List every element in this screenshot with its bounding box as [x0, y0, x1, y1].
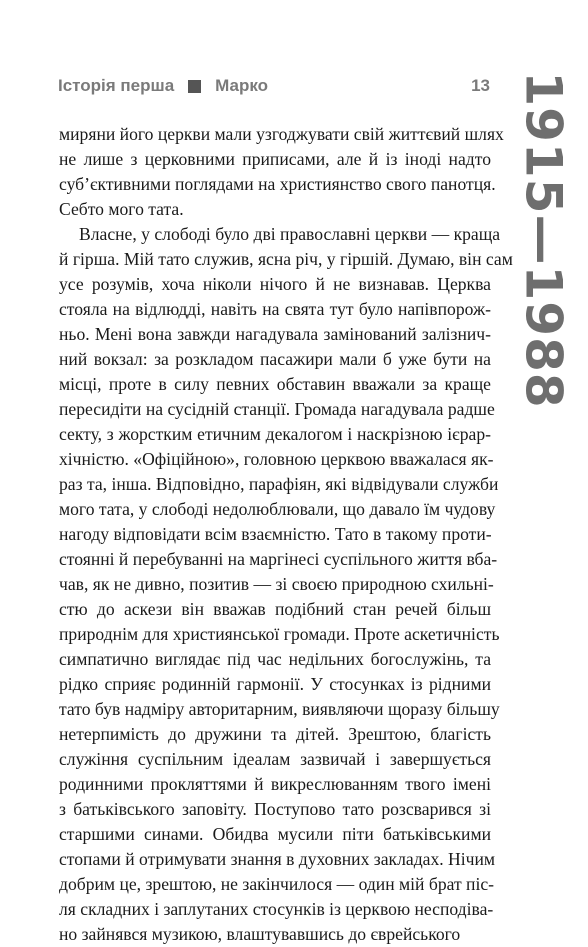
text-line: пересидіти на сусідній станції. Громада нагадувала радше: [59, 399, 495, 419]
text-line: тато був надміру авторитарним, виявляючи щоразу більшу: [59, 699, 500, 719]
text-line: старшими синами. Обидва мусили піти батьківськими: [59, 824, 491, 844]
text-line: добрим це, зрештою, не закінчилося — один мій брат піс-: [59, 874, 495, 894]
text-line: й гірша. Мій тато служив, ясна річ, у гіршій. Думаю, він сам: [59, 249, 513, 269]
text-line: ля складних і заплутаних стосунків із церквою несподіва-: [59, 899, 494, 919]
text-line: ньо. Мені вона завжди нагадувала замінований залізнич-: [59, 324, 491, 344]
text-line: рідко сприяє родинній гармонії. У стосунках із рідними: [59, 674, 491, 694]
text-line: нагоду відповідати всім взаємністю. Тато в такому проти-: [59, 524, 492, 544]
text-line: стопами й отримувати знання в духовних закладах. Нічим: [59, 849, 496, 869]
text-line: місці, проте в силу певних обставин вважали за краще: [59, 374, 491, 394]
text-line: стоянні й перебуванні на маргінесі суспільного життя вба-: [59, 549, 498, 569]
text-line: но зайнявся музикою, влаштувавшись до єврейського: [59, 924, 461, 944]
body-text: [59, 122, 513, 947]
text-line: хічністю. «Офіційною», головною церквою вважалася як-: [59, 449, 494, 469]
text-line: чав, як не дивно, позитив — зі своєю природною схильні-: [59, 574, 494, 594]
text-line: не лише з церковними приписами, але й із іноді надто: [59, 149, 491, 169]
text-line: ний вокзал: за розкладом пасажири мали б уже бути на: [59, 349, 491, 369]
text-line: симпатично виглядає під час недільних богослужінь, та: [59, 649, 491, 669]
text-line: Власне, у слободі було дві православні церкви — краща: [79, 224, 501, 244]
chapter-title: Історія перша: [58, 76, 175, 95]
text-line: мого тата, у слободі недолюблювали, що давало їм чудову: [59, 499, 496, 519]
text-line: суб’єктивними поглядами на християнство свого панотця.: [59, 174, 496, 194]
square-separator-icon: [188, 80, 201, 93]
text-line: стояла на відлюдді, навіть на свята тут було напівпорож-: [59, 299, 491, 319]
text-line: усе розумів, хоча ніколи нічого й не визнавав. Церква: [59, 274, 491, 294]
paragraph: [59, 222, 513, 947]
text-line: природнім для християнської громади. Проте аскетичність: [59, 624, 500, 644]
text-line: стю до аскези він вважав подібний стан речей більш: [59, 599, 491, 619]
text-line: нетерпимість до дружини та дітей. Зрештою, благість: [59, 724, 491, 744]
side-years-banner: [515, 71, 574, 409]
text-line: миряни його церкви мали узгоджувати свій життєвий шлях: [59, 124, 504, 144]
section-name: Марко: [215, 76, 269, 95]
text-line: Себто мого тата.: [59, 199, 184, 219]
text-line: раз та, інша. Відповідно, парафіян, які відвідували служби: [59, 474, 499, 494]
side-years-text: 1915—1988: [515, 71, 574, 409]
text-line: служіння суспільним ідеалам зазвичай і завершується: [59, 749, 491, 769]
page-number: 13: [471, 76, 490, 95]
text-line: родинними прокляттями й викреслюванням твого імені: [59, 774, 491, 794]
running-header: [58, 70, 490, 102]
paragraph: [59, 122, 504, 222]
text-line: секту, з жорстким етичним декалогом і наскрізною ієрар-: [59, 424, 491, 444]
text-line: з батьківського заповіту. Поступово тато розсварився зі: [59, 799, 491, 819]
